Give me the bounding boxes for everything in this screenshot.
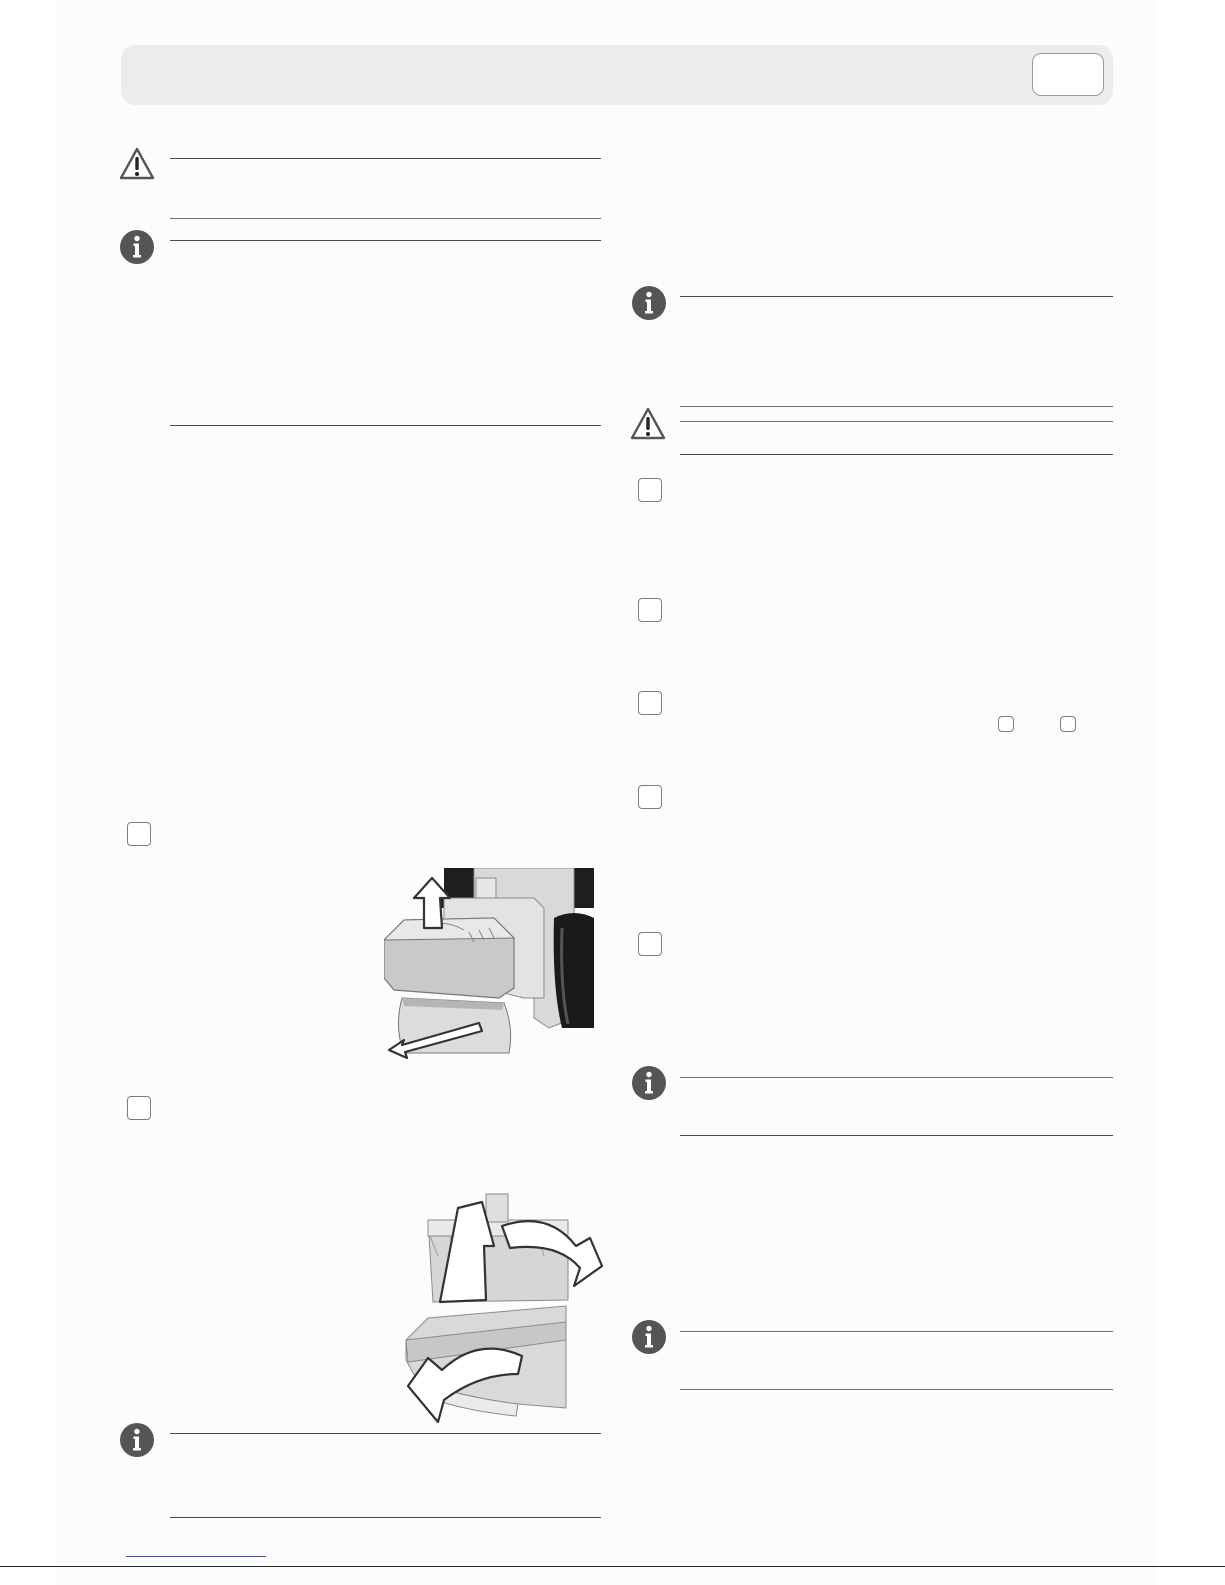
- brewing-unit-removal-illustration: [384, 868, 594, 1060]
- info-rule-top: [680, 296, 1113, 297]
- warning-rule-top: [170, 158, 601, 159]
- info-circle-icon: [119, 229, 155, 265]
- step-checkbox: [127, 822, 151, 846]
- warning-rule-top: [680, 421, 1113, 422]
- info-rule-top: [680, 1331, 1113, 1332]
- info-rule-top: [170, 1433, 601, 1434]
- inline-step-reference: [998, 716, 1014, 732]
- step-checkbox: [638, 691, 662, 715]
- info-circle-icon: [631, 285, 667, 321]
- info-rule-bottom: [170, 1517, 601, 1518]
- warning-rule-bottom: [170, 218, 601, 219]
- header-bar: [121, 45, 1113, 105]
- info-circle-icon: [119, 1422, 155, 1458]
- footer-rule: [0, 1566, 1225, 1567]
- info-circle-icon: [631, 1319, 667, 1355]
- info-rule-bottom: [680, 1135, 1113, 1136]
- warning-rule-bottom: [680, 454, 1113, 455]
- info-rule-top: [680, 1077, 1113, 1078]
- step-checkbox: [638, 785, 662, 809]
- info-circle-icon: [631, 1065, 667, 1101]
- step-checkbox: [127, 1096, 151, 1120]
- step-checkbox: [638, 478, 662, 502]
- info-rule-bottom: [680, 406, 1113, 407]
- info-rule-bottom: [680, 1389, 1113, 1390]
- info-rule-top: [170, 240, 601, 241]
- step-checkbox: [638, 598, 662, 622]
- footer-link-underline[interactable]: [126, 1556, 266, 1557]
- warning-triangle-icon: [630, 406, 666, 442]
- drip-tray-separation-illustration: [398, 1190, 604, 1426]
- page-sheet: [56, 0, 1158, 1585]
- inline-step-reference: [1060, 716, 1076, 732]
- info-rule-bottom: [170, 425, 601, 426]
- step-checkbox: [638, 932, 662, 956]
- warning-triangle-icon: [119, 146, 155, 182]
- page-number-box: [1032, 53, 1104, 96]
